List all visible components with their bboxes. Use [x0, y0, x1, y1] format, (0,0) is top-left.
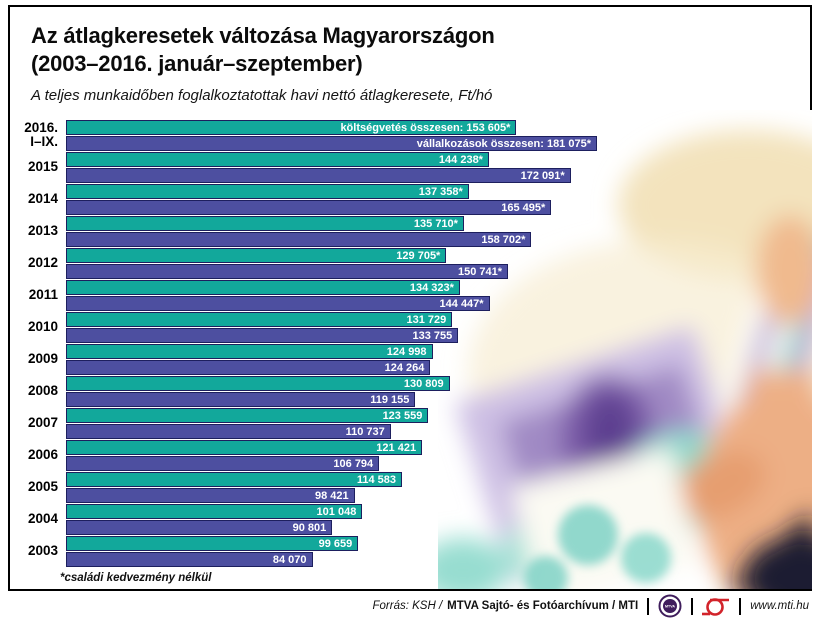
source-label: Forrás: KSH / [372, 600, 443, 612]
bar-value-label: költségvetés összesen: 153 605* [340, 121, 511, 134]
bar-value-label: 172 091* [520, 169, 565, 182]
year-label: 2014 [27, 191, 58, 206]
bar-value-label: 106 794 [333, 457, 374, 470]
money-photo-illustration [438, 110, 812, 589]
bar-value-label: 144 238* [438, 153, 483, 166]
year-label: 2003 [27, 543, 58, 558]
footer [373, 593, 810, 619]
year-label: 2011 [28, 287, 58, 302]
year-label: 2009 [27, 351, 58, 366]
year-label: 2015 [27, 159, 58, 174]
chart-footnote: *családi kedvezmény nélkül [60, 572, 212, 584]
bar-value-label: vállalkozások összesen: 181 075* [416, 137, 591, 150]
bar-value-label: 119 155 [370, 393, 410, 406]
website-label: www.mti.hu [750, 600, 809, 612]
bar-value-label: 137 358* [418, 185, 463, 198]
year-label: 2006 [27, 447, 58, 462]
bar-value-label: 130 809 [403, 377, 444, 390]
chart-subtitle: A teljes munkaidőben foglalkoztatottak havi nettó átlagkeresete, Ft/hó [31, 87, 493, 104]
bar-value-label: 98 421 [314, 489, 349, 502]
footer-divider [8, 589, 812, 591]
year-label: 2007 [27, 415, 58, 430]
separator-bar [647, 598, 649, 615]
bar-value-label: 165 495* [501, 201, 546, 214]
bar-value-label: 123 559 [382, 409, 423, 422]
mtva-logo-icon [658, 594, 682, 618]
title-line-2: (2003–2016. január–szeptember) [31, 51, 363, 76]
year-label: 2010 [27, 319, 58, 334]
bar-value-label: 144 447* [439, 297, 484, 310]
year-label: 2013 [27, 223, 58, 238]
bar-value-label: 150 741* [457, 265, 503, 278]
bar-value-label: 133 755 [412, 329, 453, 342]
year-label: 2004 [27, 511, 58, 526]
bar-value-label: 135 710* [413, 217, 458, 230]
bar-value-label: 90 801 [292, 521, 327, 534]
mtva-logo-text: MTVA [665, 604, 676, 609]
year-label: 2012 [27, 255, 58, 270]
separator-bar [739, 598, 741, 615]
separator-bar [691, 598, 693, 615]
title-line-1: Az átlagkeresetek változása Magyarországon [31, 23, 495, 48]
bar-value-label: 101 048 [316, 505, 357, 518]
bar-value-label: 114 583 [356, 473, 396, 486]
bar-value-label: 129 705* [396, 249, 441, 262]
bar-value-label: 131 729 [406, 313, 447, 326]
bar-value-label: 121 421 [376, 441, 417, 454]
bar-value-label: 158 702* [481, 233, 526, 246]
bar-value-label: 99 659 [318, 537, 353, 550]
money-counting-photo [438, 110, 812, 589]
bar-value-label: 84 070 [272, 553, 307, 566]
year-label: 2008 [27, 383, 58, 398]
mti-logo-icon [702, 594, 730, 618]
year-label: 2005 [27, 479, 58, 494]
year-label: 2016. I–IX. [24, 120, 58, 149]
source-credit: MTVA Sajtó- és Fotóarchívum / MTI [447, 600, 639, 612]
bar-value-label: 134 323* [409, 281, 454, 294]
bar-value-label: 110 737 [345, 425, 385, 438]
bar-value-label: 124 264 [384, 361, 425, 374]
bar-value-label: 124 998 [386, 345, 427, 358]
